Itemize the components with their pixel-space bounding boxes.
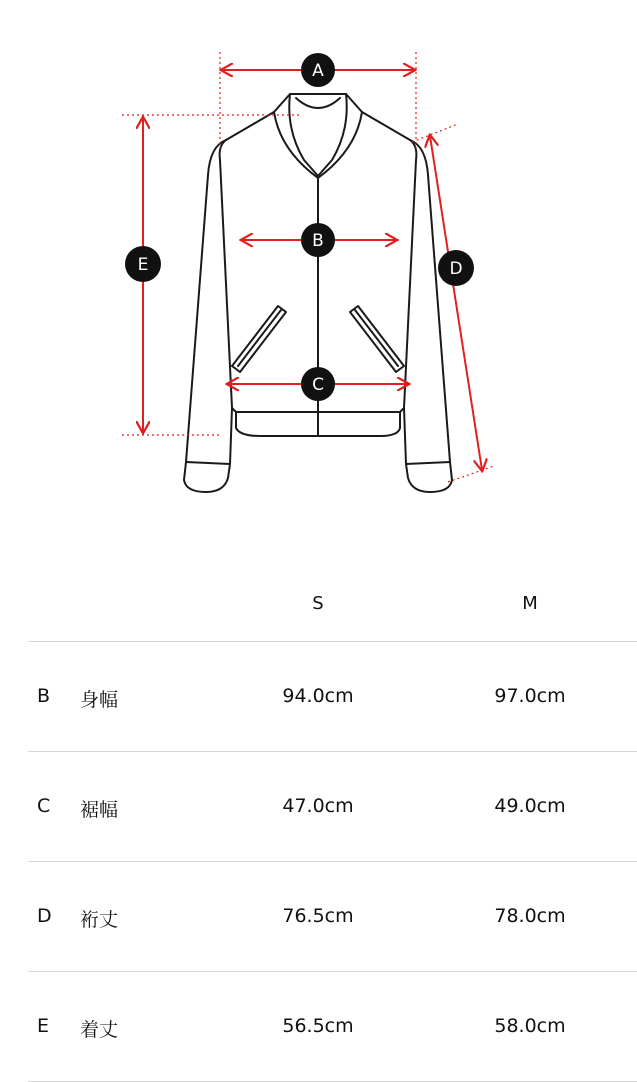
row-measurement-name: 身幅 bbox=[80, 689, 119, 711]
row-letter: E bbox=[37, 1015, 50, 1037]
jacket-measurement-diagram bbox=[0, 0, 637, 520]
marker-c-label: C bbox=[312, 375, 324, 395]
row-measurement-name: 着丈 bbox=[80, 1019, 119, 1041]
table-row bbox=[28, 752, 637, 862]
row-letter: C bbox=[37, 795, 51, 817]
row-letter: D bbox=[37, 905, 52, 927]
marker-a bbox=[301, 53, 335, 87]
row-value-s: 76.5cm bbox=[282, 905, 354, 927]
table-row bbox=[28, 972, 637, 1082]
row-value-s: 56.5cm bbox=[282, 1015, 354, 1037]
row-measurement-name: 裾幅 bbox=[80, 799, 119, 821]
row-value-m: 97.0cm bbox=[494, 685, 566, 707]
row-letter: B bbox=[37, 685, 51, 707]
marker-a-label: A bbox=[312, 61, 324, 81]
row-value-m: 78.0cm bbox=[494, 905, 566, 927]
table-header-row bbox=[28, 575, 637, 642]
marker-b-label: B bbox=[312, 231, 324, 251]
marker-e bbox=[125, 246, 161, 282]
row-value-s: 94.0cm bbox=[282, 685, 354, 707]
marker-d-label: D bbox=[449, 259, 463, 279]
marker-b bbox=[301, 223, 335, 257]
marker-c bbox=[301, 367, 335, 401]
jacket-outline bbox=[184, 94, 452, 492]
row-value-m: 58.0cm bbox=[494, 1015, 566, 1037]
marker-e-label: E bbox=[137, 255, 149, 275]
row-value-s: 47.0cm bbox=[282, 795, 354, 817]
row-measurement-name: 裄丈 bbox=[80, 909, 119, 931]
size-header-m: M bbox=[522, 593, 538, 614]
measurement-arrows bbox=[143, 70, 482, 470]
table-row bbox=[28, 862, 637, 972]
size-table bbox=[0, 575, 637, 1082]
row-value-m: 49.0cm bbox=[494, 795, 566, 817]
table-row bbox=[28, 642, 637, 752]
size-header-s: S bbox=[312, 593, 324, 614]
marker-d bbox=[438, 250, 474, 286]
